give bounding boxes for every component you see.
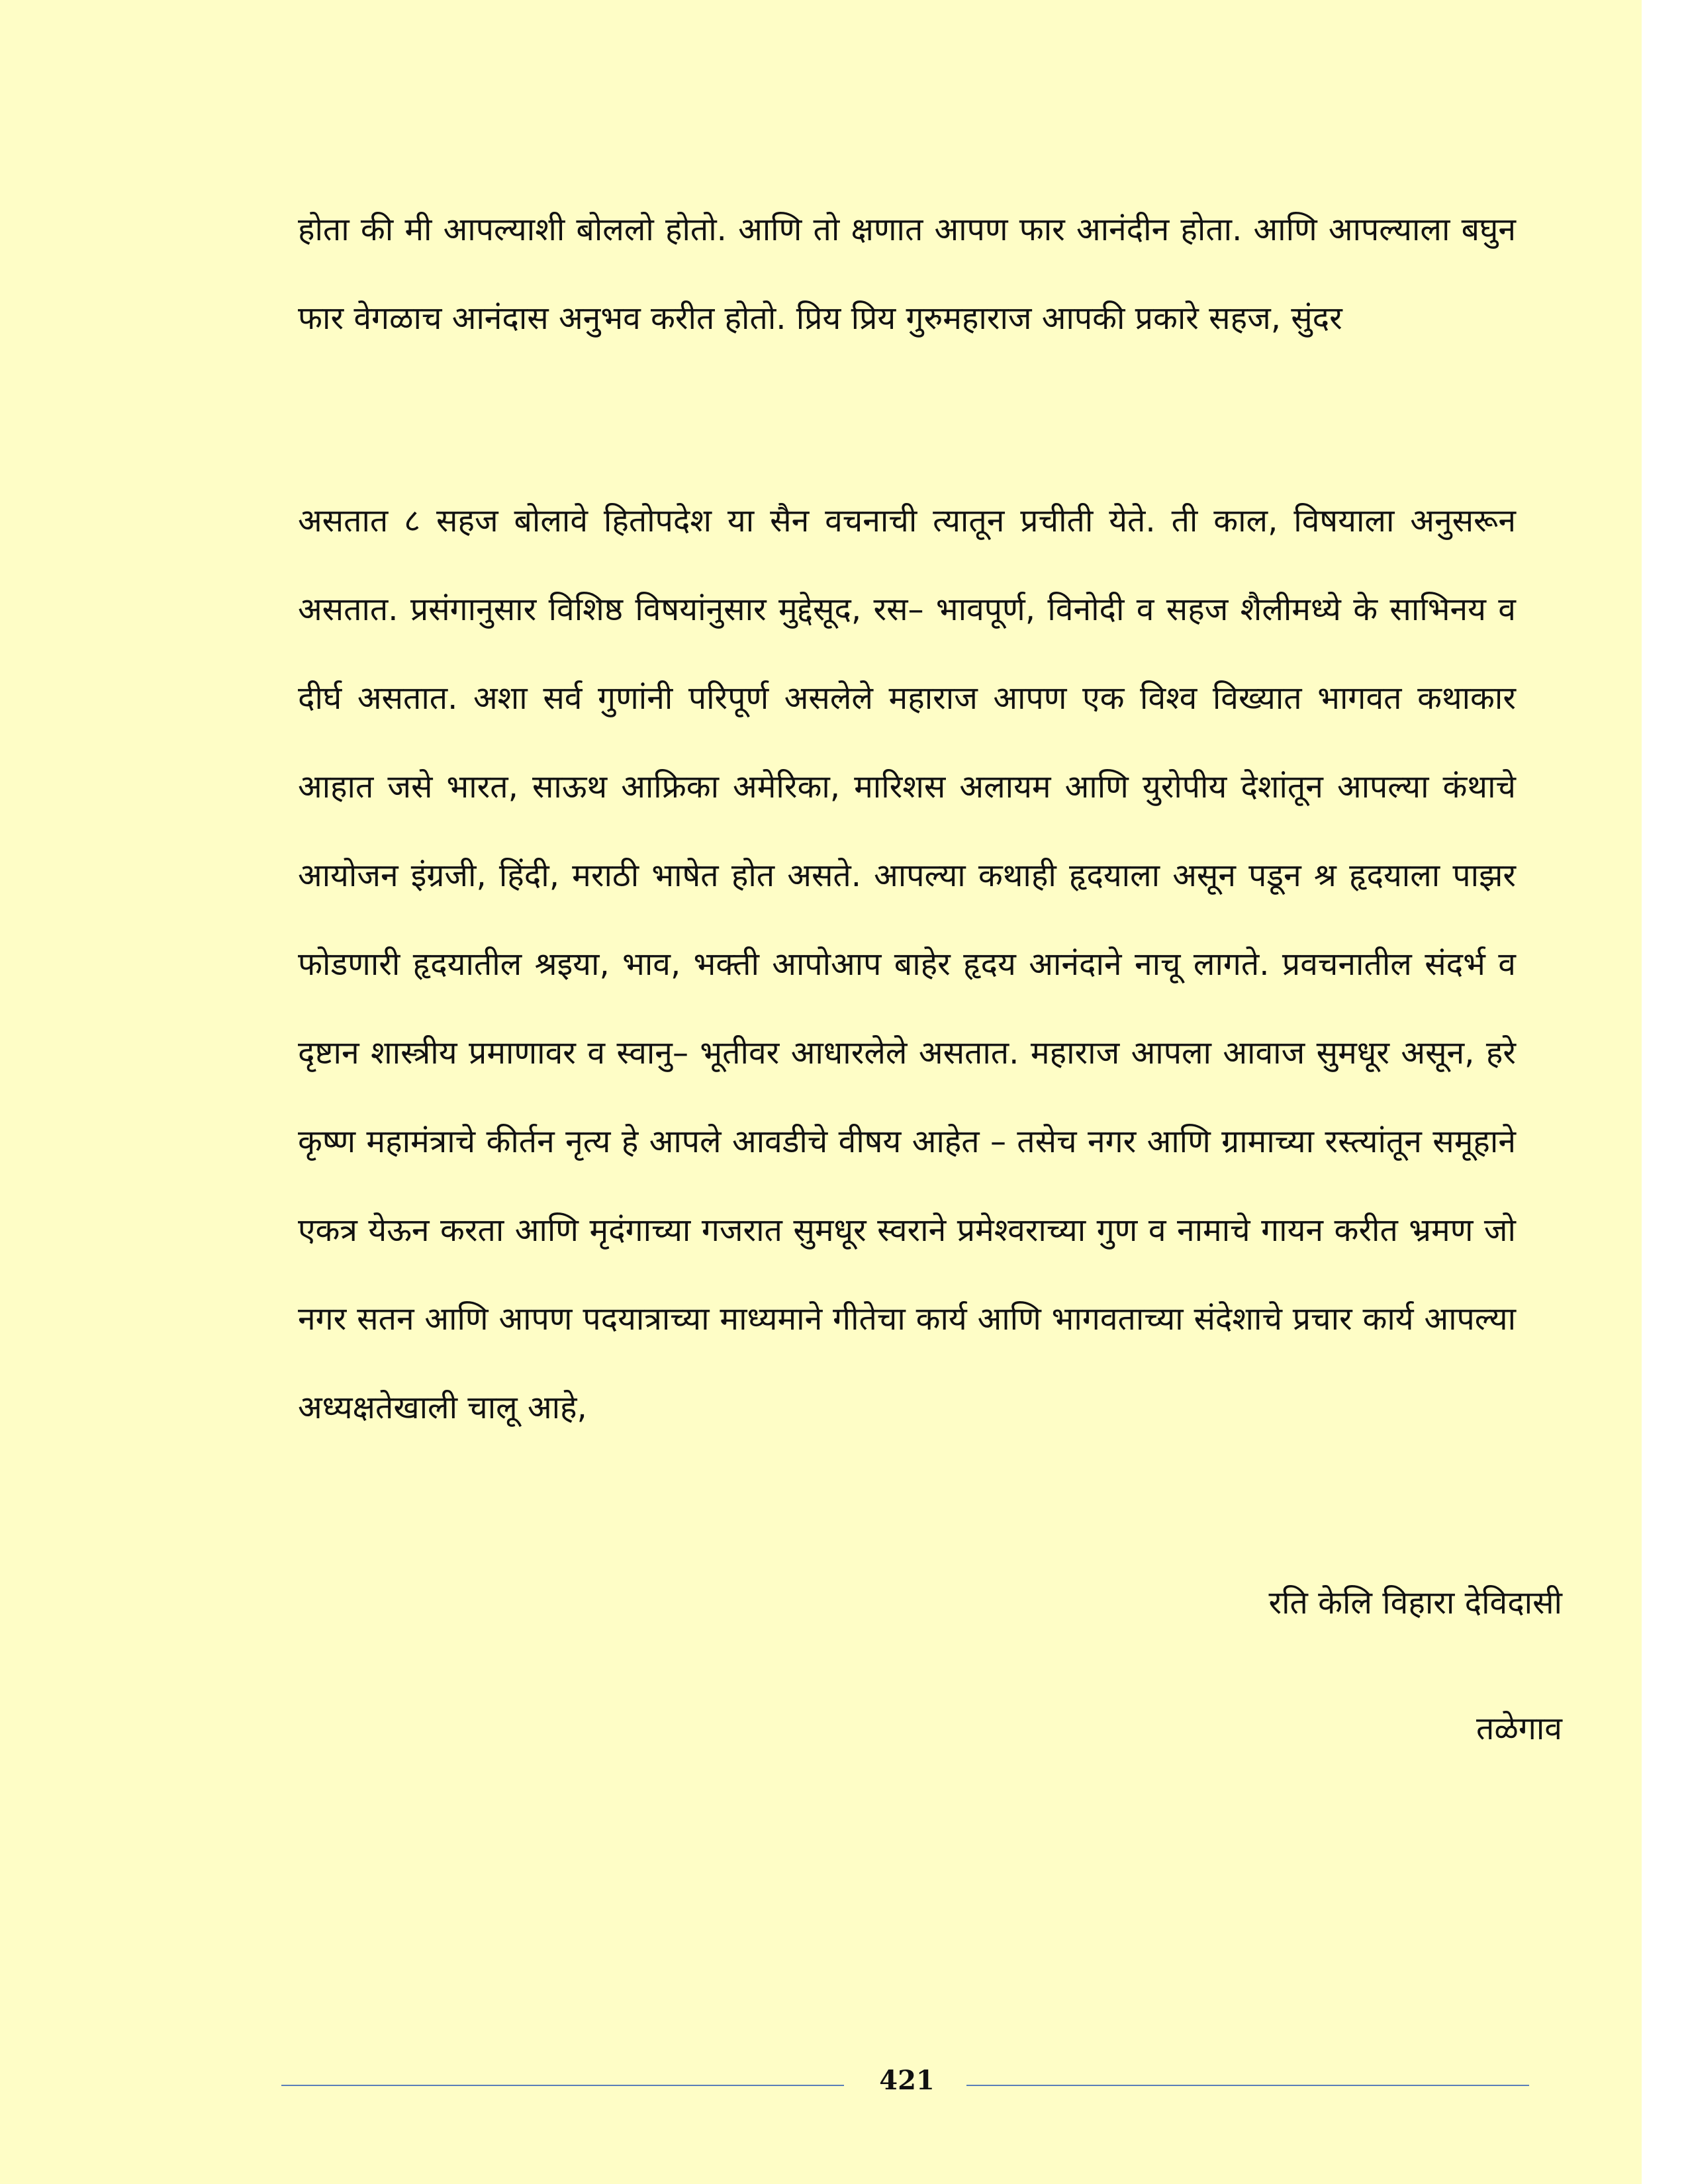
paragraph-text: होता की मी आपल्याशी बोललो होतो. आणि तो क्षणात आपण फार आनंदीन होता. आणि आपल्याला बघुन फार वेगळाच आनंदास अनुभव करीत होतो. प्रिय प्रिय गुरुमहाराज आपकी प्रकारे सहज, सुंदर	[298, 211, 1516, 337]
page-number: 421	[879, 2065, 935, 2096]
signature-name: रति केलि विहारा देविदासी	[1268, 1584, 1562, 1621]
footer-rule-right	[966, 2085, 1529, 2086]
paragraph-text: असतात ८ सहज बोलावे हितोपदेश या सैन वचनाची त्यातून प्रचीती येते. ती काल, विषयाला अनुसरून असतात. प्रसंगानुसार विशिष्ठ विषयांनुसार मुद्देसूद, रस– भावपूर्ण, विनोदी व सहज शैलीमध्ये के साभिनय व दीर्घ असतात. अशा सर्व गुणांनी परिपूर्ण असलेले महाराज आपण एक विश्व विख्यात भागवत कथाकार आहात जसे भारत, साऊथ आफ्रिका अमेरिका, मारिशस अलायम आणि युरोपीय देशांतून आपल्या कंथाचे आयोजन इंग्रजी, हिंदी, मराठी भाषेत होत असते. आपल्या कथाही हृदयाला असून पडून श्र हृदयाला पाझर फोडणारी हृदयातील श्रइया, भाव, भक्ती आपोआप बाहेर हृदय आनंदाने नाचू लागते. प्रवचनातील संदर्भ व दृष्टान शास्त्रीय प्रमाणावर व स्वानु– भूतीवर आधारलेले असतात. महाराज आपला आवाज सुमधूर असून, हरे कृष्ण महामंत्राचे कीर्तन नृत्य हे आपले आवडीचे वीषय आहेत – तसेच नगर आणि ग्रामाच्या रस्त्यांतून समूहाने एकत्र येऊन करता आणि मृदंगाच्या गजरात सुमधूर स्वराने प्रमेश्वराच्या गुण व नामाचे गायन करीत भ्रमण जो नगर सतन आणि आपण पदयात्राच्या माध्यमाने गीतेचा कार्य आणि भागवताच्या संदेशाचे प्रचार कार्य आपल्या अध्यक्षतेखाली चालू आहे,	[298, 502, 1516, 1426]
signature-place: तळेगाव	[1476, 1710, 1562, 1747]
page-margin	[1642, 0, 1688, 2184]
body-paragraph-1	[298, 185, 1516, 363]
body-paragraph-2	[298, 477, 1516, 1452]
footer-rule-left	[281, 2085, 844, 2086]
